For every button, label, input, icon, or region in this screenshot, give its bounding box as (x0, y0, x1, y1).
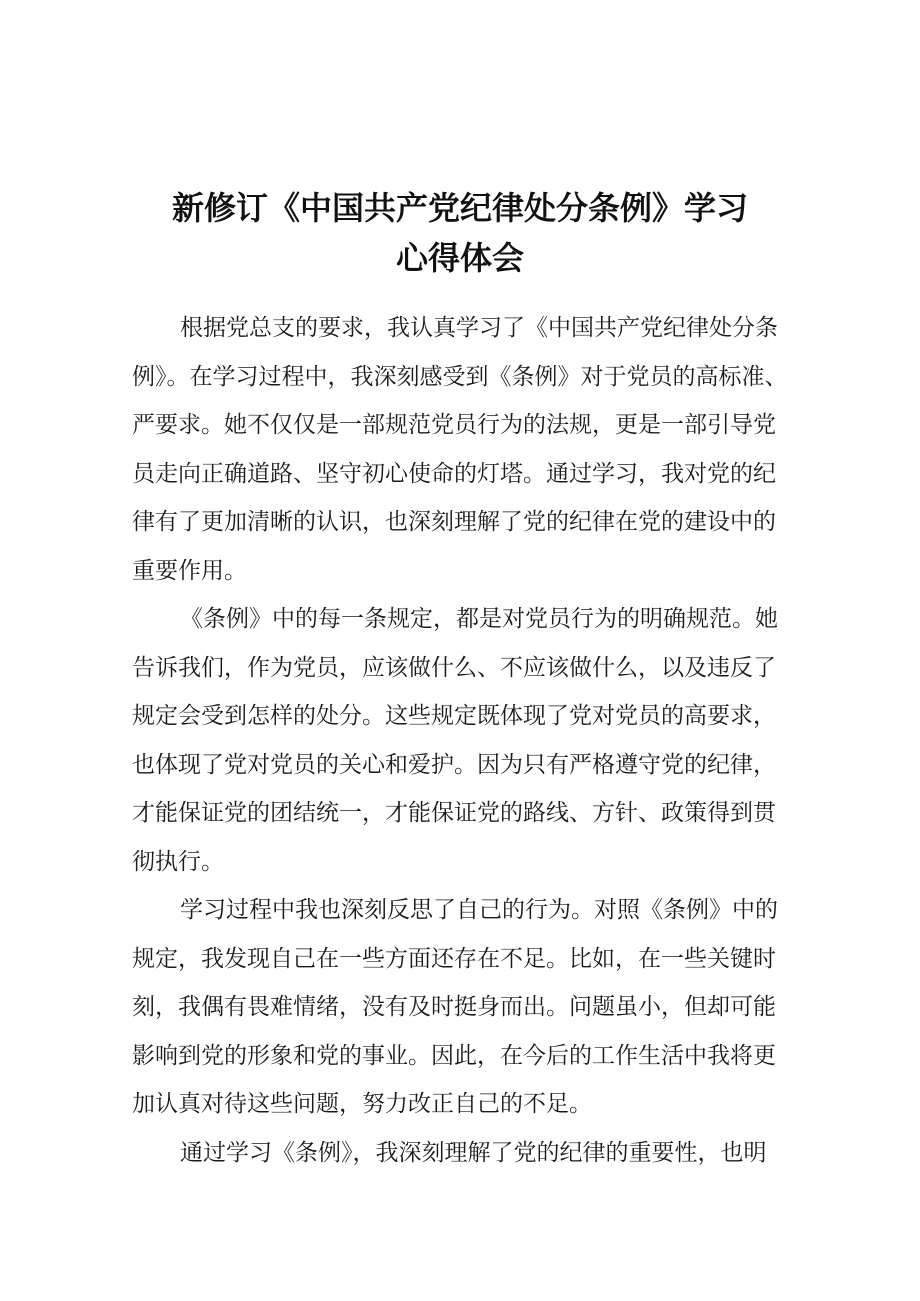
paragraph-line: 才能保证党的团结统一，才能保证党的路线、方针、政策得到贯 (132, 800, 776, 826)
paragraph-line: 规定，我发现自己在一些方面还存在不足。比如，在一些关键时 (132, 945, 776, 972)
document-body (132, 304, 792, 1177)
title-line-1: 新修订《中国共产党纪律处分条例》学习 (171, 189, 748, 228)
document-title (0, 183, 920, 283)
paragraph-line: 员走向正确道路、坚守初心使命的灯塔。通过学习，我对党的纪 (132, 460, 776, 487)
paragraph-line: 也体现了党对党员的关心和爱护。因为只有严格遵守党的纪律， (132, 751, 776, 778)
paragraph-4 (132, 1129, 792, 1178)
paragraph-3 (132, 886, 792, 1129)
paragraph-line: 彻执行。 (132, 848, 224, 875)
paragraph-line: 告诉我们，作为党员，应该做什么、不应该做什么，以及违反了 (132, 654, 776, 681)
paragraph-2 (132, 595, 792, 886)
paragraph-1 (132, 304, 792, 595)
paragraph-line: 通过学习《条例》，我深刻理解了党的纪律的重要性，也明 (180, 1139, 767, 1166)
paragraph-line: 严要求。她不仅仅是一部规范党员行为的法规，更是一部引导党 (132, 412, 776, 438)
paragraph-line: 加认真对待这些问题，努力改正自己的不足。 (132, 1091, 592, 1117)
paragraph-line: 刻，我偶有畏难情绪，没有及时挺身而出。问题虽小，但却可能 (132, 994, 776, 1020)
paragraph-line: 律有了更加清晰的认识，也深刻理解了党的纪律在党的建设中的 (132, 509, 776, 535)
title-line-2: 心得体会 (395, 239, 524, 278)
paragraph-line: 《条例》中的每一条规定，都是对党员行为的明确规范。她 (180, 606, 778, 632)
paragraph-line: 根据党总支的要求，我认真学习了《中国共产党纪律处分条 (180, 315, 778, 341)
paragraph-line: 例》。在学习过程中，我深刻感受到《条例》对于党员的高标准、 (132, 363, 788, 390)
paragraph-line: 重要作用。 (132, 557, 247, 584)
paragraph-line: 学习过程中我也深刻反思了自己的行为。对照《条例》中的 (180, 897, 778, 923)
paragraph-line: 规定会受到怎样的处分。这些规定既体现了党对党员的高要求， (132, 703, 776, 729)
paragraph-line: 影响到党的形象和党的事业。因此，在今后的工作生活中我将更 (132, 1042, 776, 1069)
